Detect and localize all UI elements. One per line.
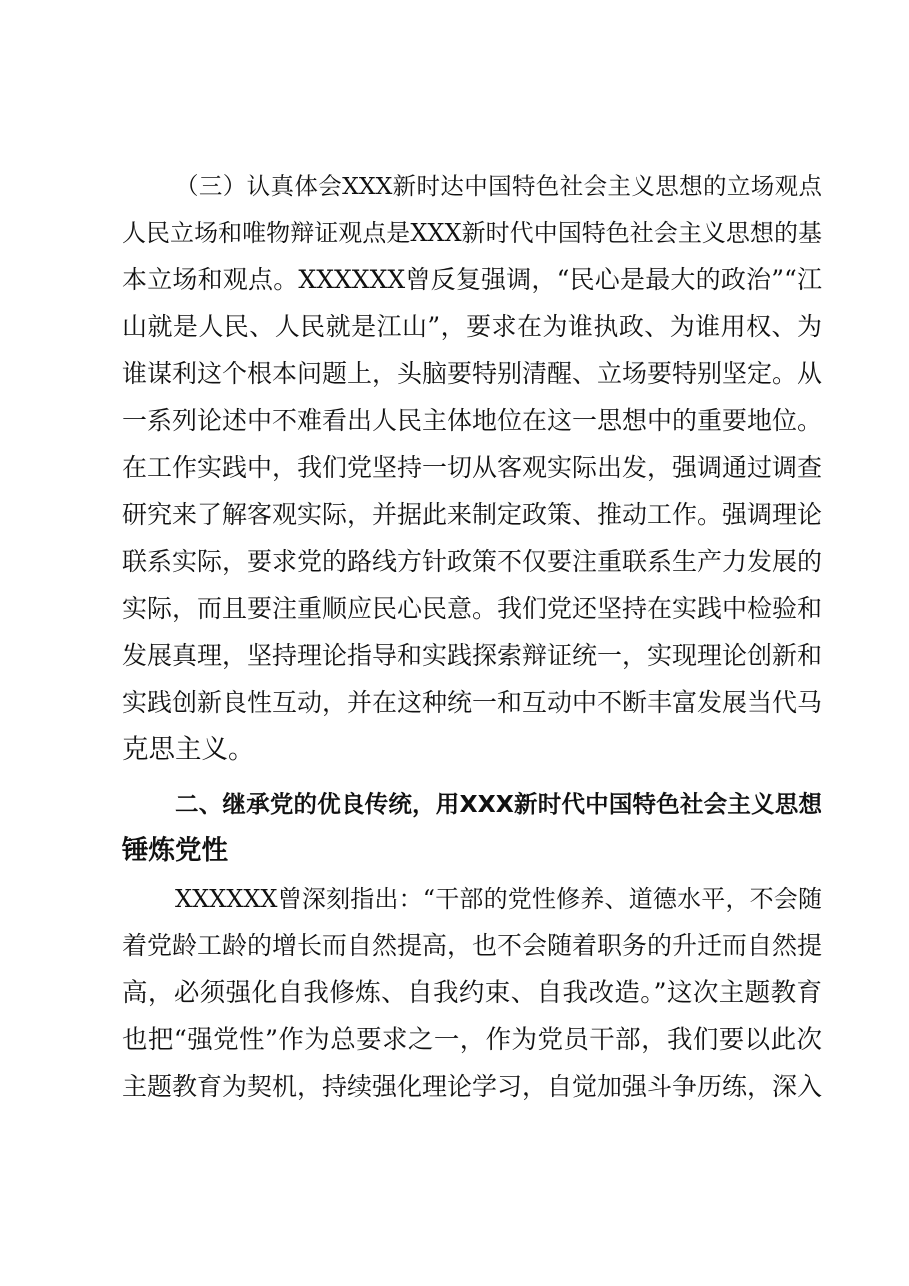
paragraph-line: XXXXXX曾深刻指出：“干部的党性修养、道德水平，不会随 (175, 885, 822, 913)
paragraph-line: 谁谋利这个根本问题上，头脑要特别清醒、立场要特别坚定。从 (122, 359, 823, 388)
paragraph-line: 发展真理，坚持理论指导和实践探索辩证统一，实现理论创新和 (122, 641, 823, 670)
paragraph-line: 克思主义。 (122, 734, 255, 765)
paragraph-line: 高，必须强化自我修炼、自我约束、自我改造。”这次主题教育 (122, 978, 822, 1008)
paragraph-line: 联系实际，要求党的路线方针政策不仅要注重联系生产力发展的 (122, 547, 823, 576)
section-2-heading: 二、继承党的优良传统，用XXX新时代中国特色社会主义思想 (175, 790, 822, 818)
paragraph-line: 山就是人民、人民就是江山”，要求在为谁执政、为谁用权、为 (122, 312, 822, 341)
paragraph-line: 也把“强党性”作为总要求之一，作为党员干部，我们要以此次 (122, 1025, 822, 1055)
section-2-heading-continued: 锤炼党性 (122, 835, 228, 866)
paragraph-line: 实践创新良性互动，并在这种统一和互动中不断丰富发展当代马 (122, 688, 823, 717)
paragraph-line: 着党龄工龄的增长而自然提高，也不会随着职务的升迁而自然提 (122, 931, 823, 960)
paragraph-line: 研究来了解客观实际，并据此来制定政策、推动工作。强调理论 (122, 500, 823, 529)
paragraph-line: 一系列论述中不难看出人民主体地位在这一思想中的重要地位。 (122, 406, 823, 435)
paragraph-line: 主题教育为契机，持续强化理论学习，自觉加强斗争历练，深入 (122, 1072, 823, 1101)
section-3-heading: （三）认真体会XXX新时达中国特色社会主义思想的立场观点 (175, 172, 822, 200)
paragraph-line: 在工作实践中，我们党坚持一切从客观实际出发，强调通过调查 (122, 453, 823, 482)
paragraph-line: 实际，而且要注重顺应民心民意。我们党还坚持在实践中检验和 (122, 594, 823, 623)
paragraph-line: 人民立场和唯物辩证观点是XXX新时代中国特色社会主义思想的基 (122, 219, 822, 247)
paragraph-line: 本立场和观点。XXXXXX曾反复强调，“民心是最大的政治”“江 (122, 265, 822, 294)
